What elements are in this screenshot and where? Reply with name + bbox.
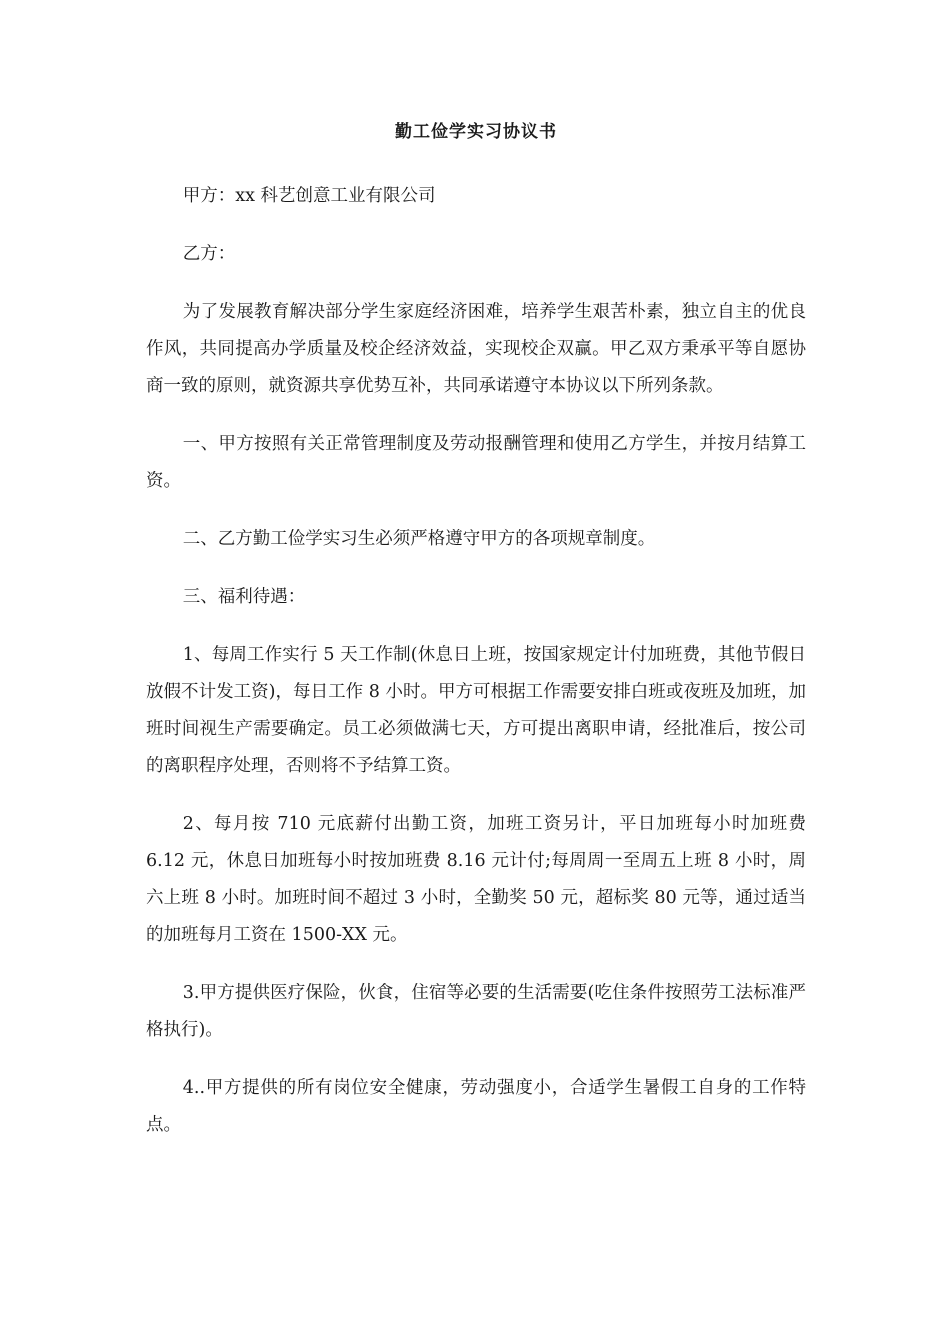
party-b-line: 乙方： xyxy=(182,244,236,264)
welfare-item-1: 1、每周工作实行 5 天工作制(休息日上班，按国家规定计付加班费，其他节假日放假不计发工资)，每日工作 8 小时。甲方可根据工作需要安排白班或夜班及加班，加班时间视生产需要确定。员工必须做满七天，方可提出离职申请，经批准后，按公司的离职程序处理，否则将不予结算工资。 xyxy=(146,645,806,776)
party-a-line: 甲方：xx 科艺创意工业有限公司 xyxy=(182,186,436,206)
intro-paragraph: 为了发展教育解决部分学生家庭经济困难，培养学生艰苦朴素，独立自主的优良作风，共同提高办学质量及校企经济效益，实现校企双赢。甲乙双方秉承平等自愿协商一致的原则，就资源共享优势互补，共同承诺遵守本协议以下所列条款。 xyxy=(146,302,806,396)
welfare-item-4: 4..甲方提供的所有岗位安全健康，劳动强度小，合适学生暑假工自身的工作特点。 xyxy=(146,1078,806,1135)
document-title: 勤工俭学实习协议书 xyxy=(395,122,557,142)
welfare-item-3: 3.甲方提供医疗保险，伙食，住宿等必要的生活需要(吃住条件按照劳工法标准严格执行)。 xyxy=(146,983,806,1040)
welfare-item-2: 2、每月按 710 元底薪付出勤工资，加班工资另计，平日加班每小时加班费 6.12 元，休息日加班每小时按加班费 8.16 元计付;每周周一至周五上班 8 小时，周六上班 8 小时。加班时间不超过 3 小时，全勤奖 50 元，超标奖 80 元等，通过适当的加班每月工资在 1500-XX 元。 xyxy=(146,814,806,945)
clause-3-heading: 三、福利待遇： xyxy=(182,587,306,607)
clause-1: 一、甲方按照有关正常管理制度及劳动报酬管理和使用乙方学生，并按月结算工资。 xyxy=(146,434,806,491)
document-page xyxy=(146,118,806,1165)
clause-2: 二、乙方勤工俭学实习生必须严格遵守甲方的各项规章制度。 xyxy=(182,529,656,549)
